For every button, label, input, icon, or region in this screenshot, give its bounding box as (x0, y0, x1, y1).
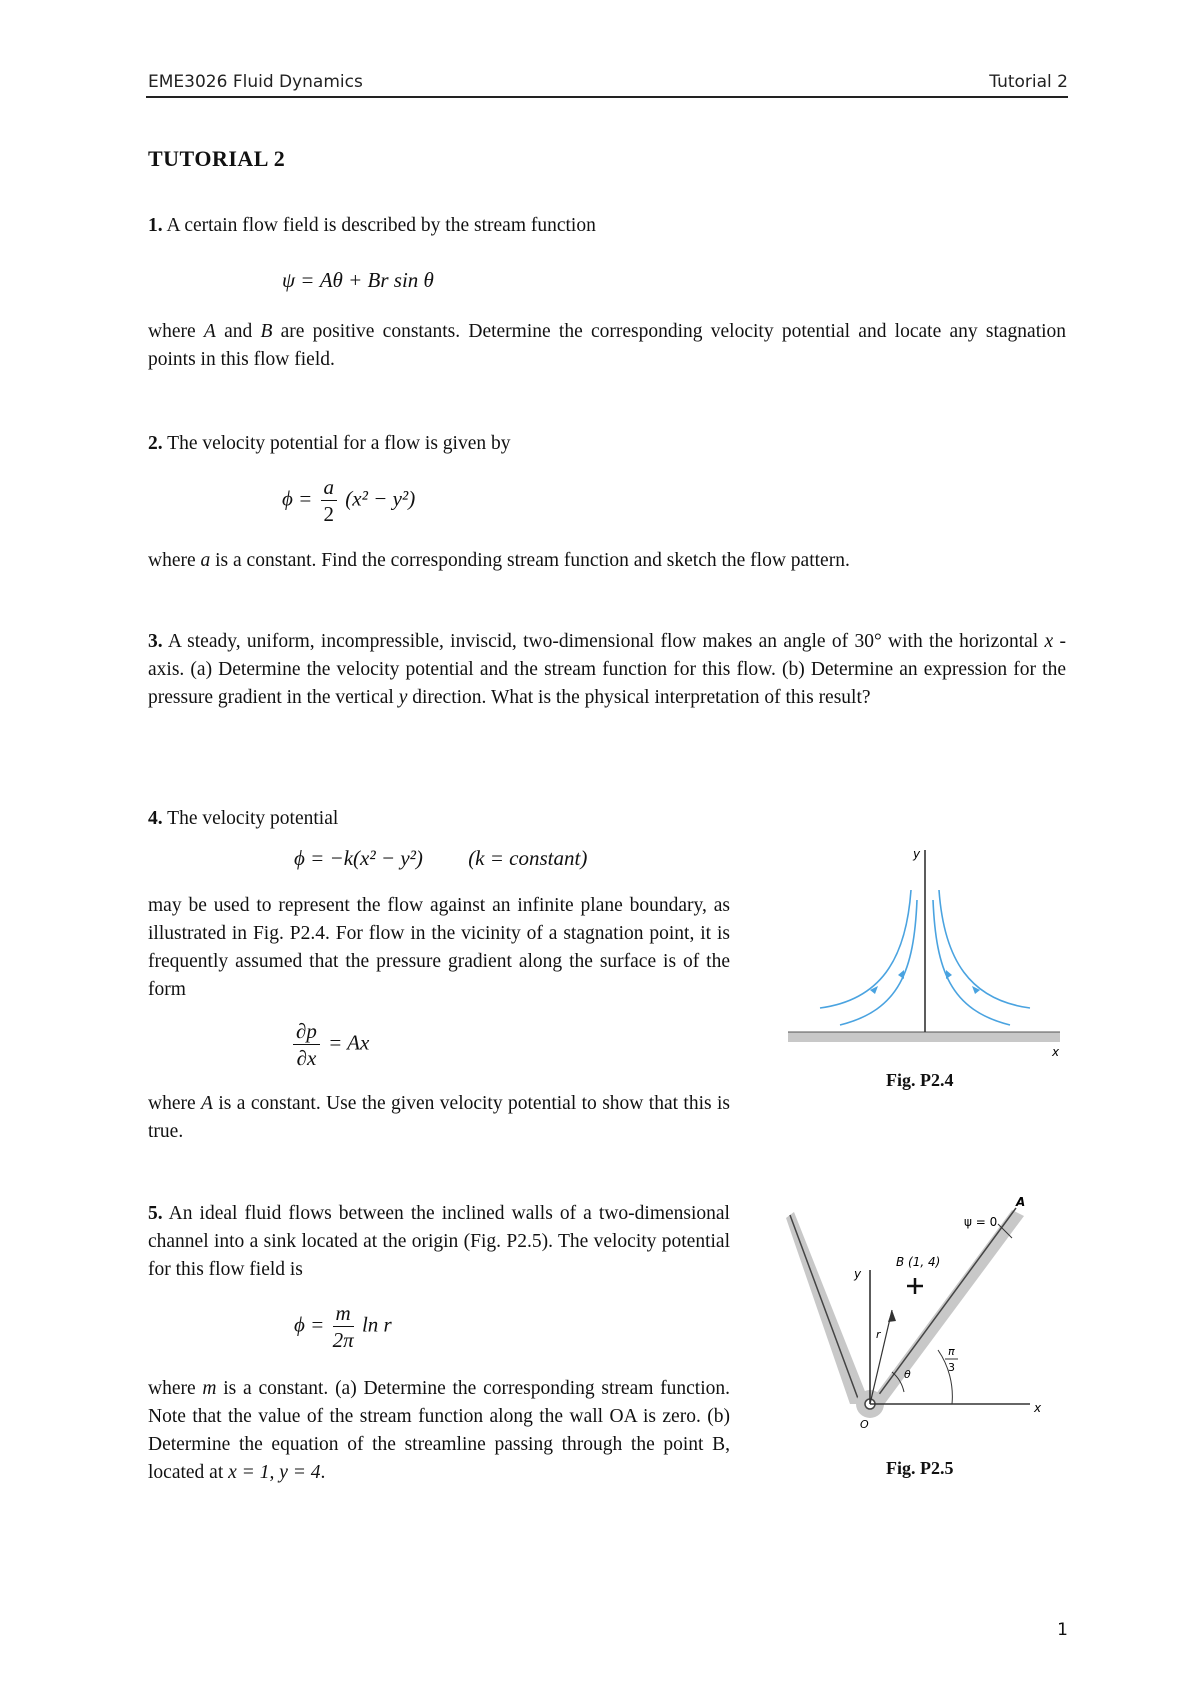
fig-origin-label: O (860, 1418, 869, 1430)
header-rule (146, 96, 1068, 98)
q2-body: where a is a constant. Find the corresponding stream function and sketch the flow pattern. (148, 550, 850, 571)
fig-x-label: x (1052, 1045, 1060, 1059)
q3-body: 3. A steady, uniform, incompressible, inviscid, two-dimensional flow makes an angle of 30° with the horizontal x - axis. (a) Determine the velocity potential and the stream function for this flow. (b) Determine an expression for the pressure gradient in the vertical y direction. What is the physical interpretation of this result? (148, 631, 1066, 708)
q1-equation: ψ = Aθ + Br sin θ (282, 268, 434, 292)
q5-tail: where m is a constant. (a) Determine the corresponding stream function. Note that the value of the stream function along the wall OA is zero. (b) Determine the equation of the streamline passing through the point B, located at x = 1, y = 4. (148, 1378, 731, 1483)
fig-three-label: 3 (948, 1361, 955, 1374)
q4-equation: ϕ = −k(x² − y²) (k = constant) (294, 846, 588, 870)
fig-p2-4-caption: Fig. P2.4 (886, 1070, 954, 1090)
figure-p2-5 (780, 1190, 1070, 1430)
fig-a-label: A (1016, 1195, 1026, 1209)
figure-p2-4 (780, 840, 1070, 1070)
fig-y-label: y (854, 1267, 862, 1281)
q4-tail: where A is a constant. Use the given velocity potential to show that this is true. (148, 1093, 731, 1142)
tutorial-label: Tutorial 2 (989, 72, 1068, 92)
page-title: TUTORIAL 2 (148, 146, 286, 171)
q4-intro: 4. The velocity potential (148, 808, 339, 829)
fig-r-label: r (876, 1328, 881, 1341)
q5-equation: ϕ = $\frac{m}{2\pi}$ ln r (294, 1301, 392, 1352)
fig-pi-label: π (948, 1345, 955, 1358)
fig-b-label: B (1, 4) (896, 1255, 941, 1269)
q5-body: 5. An ideal fluid flows between the inclined walls of a two-dimensional channel into a sink located at the origin (Fig. P2.5). The velocity potential for this flow field is (148, 1203, 730, 1280)
fig-y-label: y (913, 847, 921, 861)
fig-theta-label: θ (904, 1368, 911, 1381)
q2-equation: ϕ = $\frac{a}{2}$ (x² − y²) (282, 475, 416, 526)
q2-intro: 2. The velocity potential for a flow is given by (148, 433, 511, 454)
page-number: 1 (1057, 1620, 1068, 1640)
right-wall-oa (870, 1210, 1024, 1410)
left-wall (786, 1212, 870, 1404)
q4-gradient-equation: $\frac{\partial p}{\partial x}$ = Ax (290, 1018, 369, 1071)
course-title: EME3026 Fluid Dynamics (148, 72, 363, 92)
q4-body: may be used to represent the flow against an infinite plane boundary, as illustrated in Fig. P2.4. For flow in the vicinity of a stagnation point, it is frequently assumed that the pressure gradient along the surface is of the form (148, 895, 730, 1000)
fig-p2-5-caption: Fig. P2.5 (886, 1458, 954, 1478)
fig-x-label: x (1034, 1401, 1042, 1415)
fig-psi-label: ψ = 0 (964, 1215, 998, 1229)
q1-body: where A and B are positive constants. Determine the corresponding velocity potential and locate any stagnation points in this flow field. (148, 321, 1067, 370)
plane-boundary (788, 1032, 1060, 1042)
q1-number: 1. (148, 215, 163, 236)
q1-intro: 1. A certain flow field is described by the stream function (148, 215, 596, 236)
